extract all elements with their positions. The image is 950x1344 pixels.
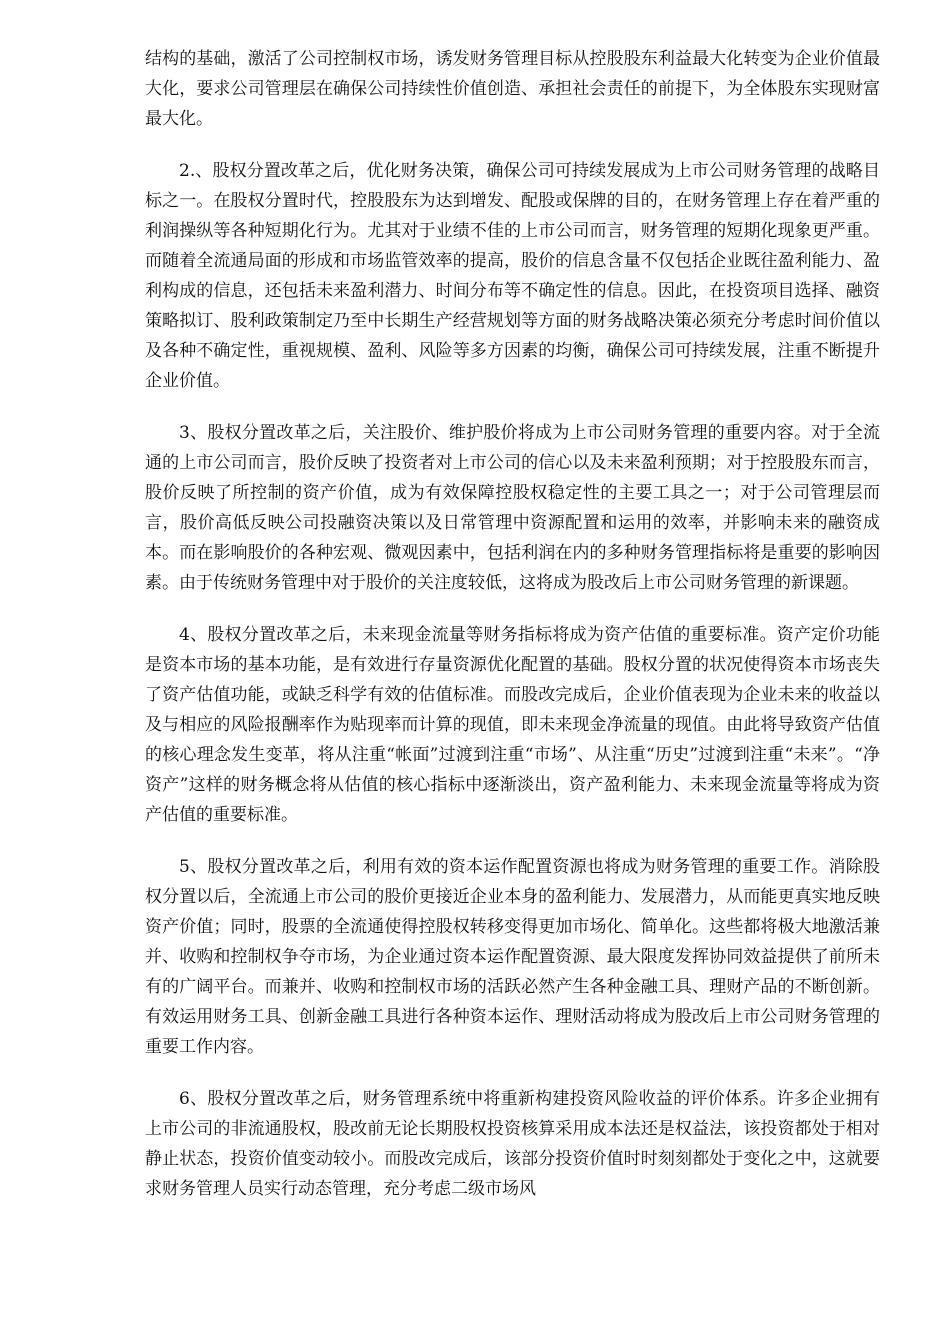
paragraph-point-5: 5、股权分置改革之后，利用有效的资本运作配置资源也将成为财务管理的重要工作。消除股权分置以后，全流通上市公司的股价更接近企业本身的盈利能力、发展潜力，从而能更真实地反映资产价值；同时，股票的全流通使得控股权转移变得更加市场化、简单化。这些都将极大地激活兼并、收购和控制权争夺市场，为企业通过资本运作配置资源、最大限度发挥协同效益提供了前所未有的广阔平台。而兼并、收购和控制权市场的活跃必然产生各种金融工具、理财产品的不断创新。有效运用财务工具、创新金融工具进行各种资本运作、理财活动将成为股改后上市公司财务管理的重要工作内容。 [145, 857, 880, 1057]
paragraph-point-2: 2.、股权分置改革之后，优化财务决策，确保公司可持续发展成为上市公司财务管理的战略目标之一。在股权分置时代，控股股东为达到增发、配股或保牌的目的，在财务管理上存在着严重的利润操纵等各种短期化行为。尤其对于业绩不佳的上市公司而言，财务管理的短期化现象更严重。而随着全流通局面的形成和市场监管效率的提高，股价的信息含量不仅包括企业既往盈利能力、盈利构成的信息，还包括未来盈利潜力、时间分布等不确定性的信息。因此，在投资项目选择、融资策略拟订、股利政策制定乃至中长期生产经营规划等方面的财务战略决策必须充分考虑时间价值以及各种不确定性，重视规模、盈利、风险等多方因素的均衡，确保公司可持续发展，注重不断提升企业价值。 [145, 161, 880, 391]
paragraph-point-3: 3、股权分置改革之后，关注股价、维护股价将成为上市公司财务管理的重要内容。对于全流通的上市公司而言，股价反映了投资者对上市公司的信心以及未来盈利预期；对于控股股东而言，股价反映了所控制的资产价值，成为有效保障控股权稳定性的主要工具之一；对于公司管理层而言，股价高低反映公司投融资决策以及日常管理中资源配置和运用的效率，并影响未来的融资成本。而在影响股价的各种宏观、微观因素中，包括利润在内的多种财务管理指标将是重要的影响因素。由于传统财务管理中对于股价的关注度较低，这将成为股改后上市公司财务管理的新课题。 [145, 423, 880, 593]
document-page [145, 44, 880, 1226]
paragraph-point-6: 6、股权分置改革之后，财务管理系统中将重新构建投资风险收益的评价体系。许多企业拥有上市公司的非流通股权，股改前无论长期股权投资核算采用成本法还是权益法，该投资都处于相对静止状态，投资价值变动较小。而股改完成后，该部分投资价值时时刻刻都处于变化之中，这就要求财务管理人员实行动态管理，充分考虑二级市场风 [145, 1089, 880, 1199]
paragraph-point-4: 4、股权分置改革之后，未来现金流量等财务指标将成为资产估值的重要标准。资产定价功能是资本市场的基本功能，是有效进行存量资源优化配置的基础。股权分置的状况使得资本市场丧失了资产估值功能，或缺乏科学有效的估值标准。而股改完成后，企业价值表现为企业未来的收益以及与相应的风险报酬率作为贴现率而计算的现值，即未来现金净流量的现值。由此将导致资产估值的核心理念发生变革，将从注重“帐面”过渡到注重“市场”、从注重“历史”过渡到注重“未来”。“净资产”这样的财务概念将从估值的核心指标中逐渐淡出，资产盈利能力、未来现金流量等将成为资产估值的重要标准。 [145, 625, 880, 825]
paragraph-continuation: 结构的基础，激活了公司控制权市场，诱发财务管理目标从控股股东利益最大化转变为企业价值最大化，要求公司管理层在确保公司持续性价值创造、承担社会责任的前提下，为全体股东实现财富最大化。 [145, 49, 880, 129]
